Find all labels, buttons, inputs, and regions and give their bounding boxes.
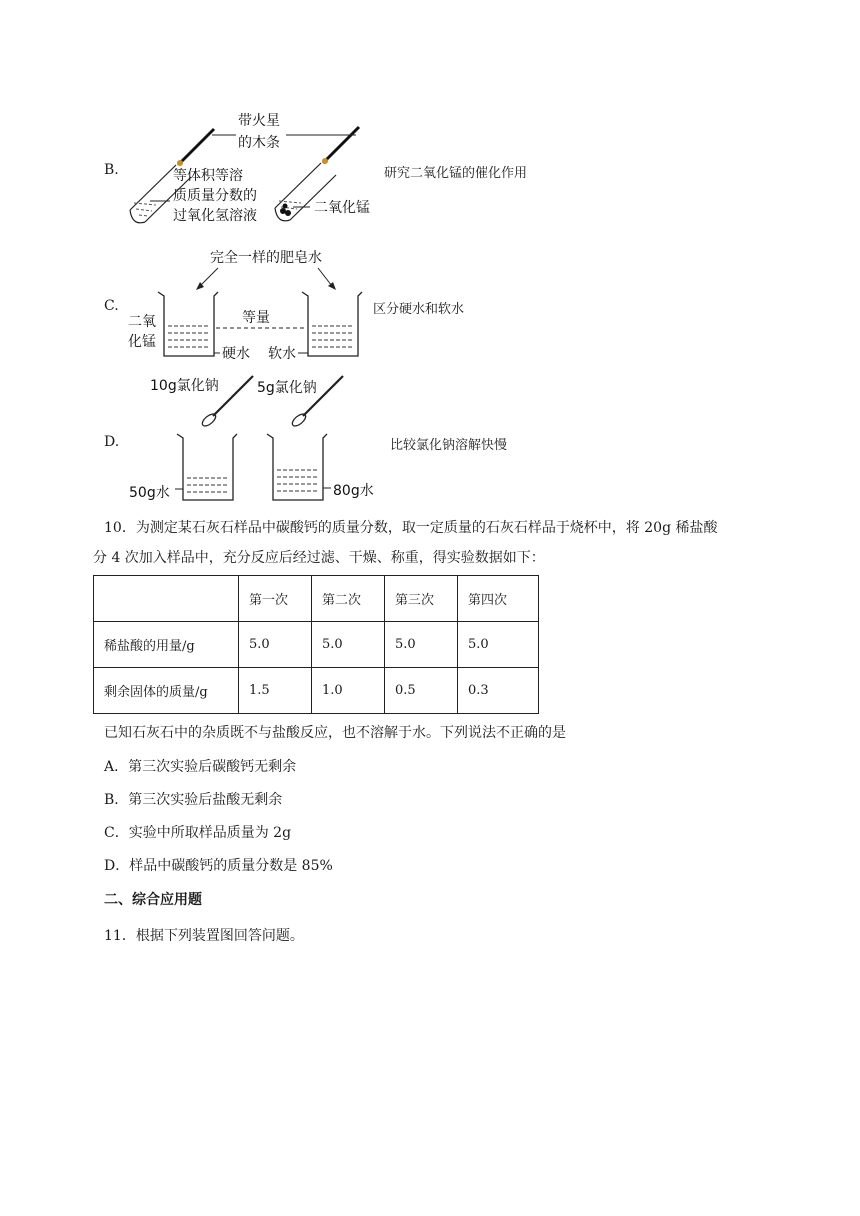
left-beaker (177, 434, 237, 500)
salt-10-label: 10g氯化钠 (150, 378, 219, 394)
option-b-letter: B. (104, 162, 119, 178)
option-c-caption: 区分硬水和软水 (373, 302, 465, 317)
table-header-cell: 第一次 (239, 576, 312, 622)
hard-water-beaker (158, 292, 218, 356)
table-header-cell (94, 576, 239, 622)
mno2-label-1: 二氧 (128, 314, 156, 330)
table-cell: 1.5 (239, 668, 312, 714)
table-cell: 0.3 (458, 668, 539, 714)
spark-icon (322, 158, 328, 164)
question10-option-b: B．第三次实验后盐酸无剩余 (104, 792, 283, 808)
option-b-caption: 研究二氧化锰的催化作用 (384, 166, 528, 181)
spark-icon (177, 160, 183, 166)
table-header-cell: 第三次 (385, 576, 458, 622)
right-splint (323, 127, 359, 163)
soap-label: 完全一样的肥皂水 (210, 250, 322, 266)
option-c-figure (120, 240, 365, 365)
question10-line1: 10．为测定某石灰石样品中碳酸钙的质量分数，取一定质量的石灰石样品于烧杯中，将 20g 稀盐酸 (104, 520, 718, 536)
splint-label-1: 带火星 (238, 113, 280, 129)
question10-line2: 分 4 次加入样品中，充分反应后经过滤、干燥、称重，得实验数据如下： (93, 550, 545, 566)
option-b-figure (118, 105, 398, 230)
table-header-cell: 第二次 (312, 576, 385, 622)
table-cell: 5.0 (385, 622, 458, 668)
table-cell: 5.0 (312, 622, 385, 668)
question11-text: 11．根据下列装置图回答问题。 (104, 928, 304, 944)
table-row (94, 622, 539, 668)
water-50-label: 50g水 (129, 485, 170, 501)
question10-stem: 已知石灰石中的杂质既不与盐酸反应，也不溶解于水。下列说法不正确的是 (104, 725, 566, 741)
table-cell: 1.0 (312, 668, 385, 714)
section-title: 二、综合应用题 (104, 892, 202, 908)
option-d-letter: D. (104, 434, 120, 450)
experiment-data-table (93, 575, 539, 714)
table-cell: 剩余固体的质量/g (94, 668, 239, 714)
table-row (94, 668, 539, 714)
equal-label: 等量 (242, 310, 270, 326)
question10-option-a: A．第三次实验后碳酸钙无剩余 (104, 759, 297, 775)
table-cell: 0.5 (385, 668, 458, 714)
option-c-letter: C. (104, 298, 119, 314)
table-header-row (94, 576, 539, 622)
right-beaker (267, 434, 327, 500)
table-header-cell: 第四次 (458, 576, 539, 622)
soft-water-label: 软水 (268, 346, 296, 362)
salt-5-label: 5g氯化钠 (257, 380, 317, 396)
table-cell: 5.0 (239, 622, 312, 668)
solution-label-3: 过氧化氢溶液 (173, 208, 257, 224)
solution-label-1: 等体积等溶 (173, 168, 243, 184)
table-cell: 5.0 (458, 622, 539, 668)
question10-option-c: C．实验中所取样品质量为 2g (104, 825, 292, 841)
left-splint (178, 129, 214, 165)
option-d-caption: 比较氯化钠溶解快慢 (390, 438, 508, 453)
mno2-label: 二氧化锰 (314, 200, 370, 216)
question10-option-d: D．样品中碳酸钙的质量分数是 85% (104, 858, 333, 874)
solution-label-2: 质质量分数的 (173, 188, 257, 204)
soft-water-beaker (302, 292, 362, 356)
water-80-label: 80g水 (333, 483, 374, 499)
table-cell: 稀盐酸的用量/g (94, 622, 239, 668)
splint-label-2: 的木条 (238, 135, 280, 151)
hard-water-label: 硬水 (222, 346, 250, 362)
option-d-figure (125, 370, 390, 505)
mno2-label-2: 化锰 (128, 334, 156, 350)
